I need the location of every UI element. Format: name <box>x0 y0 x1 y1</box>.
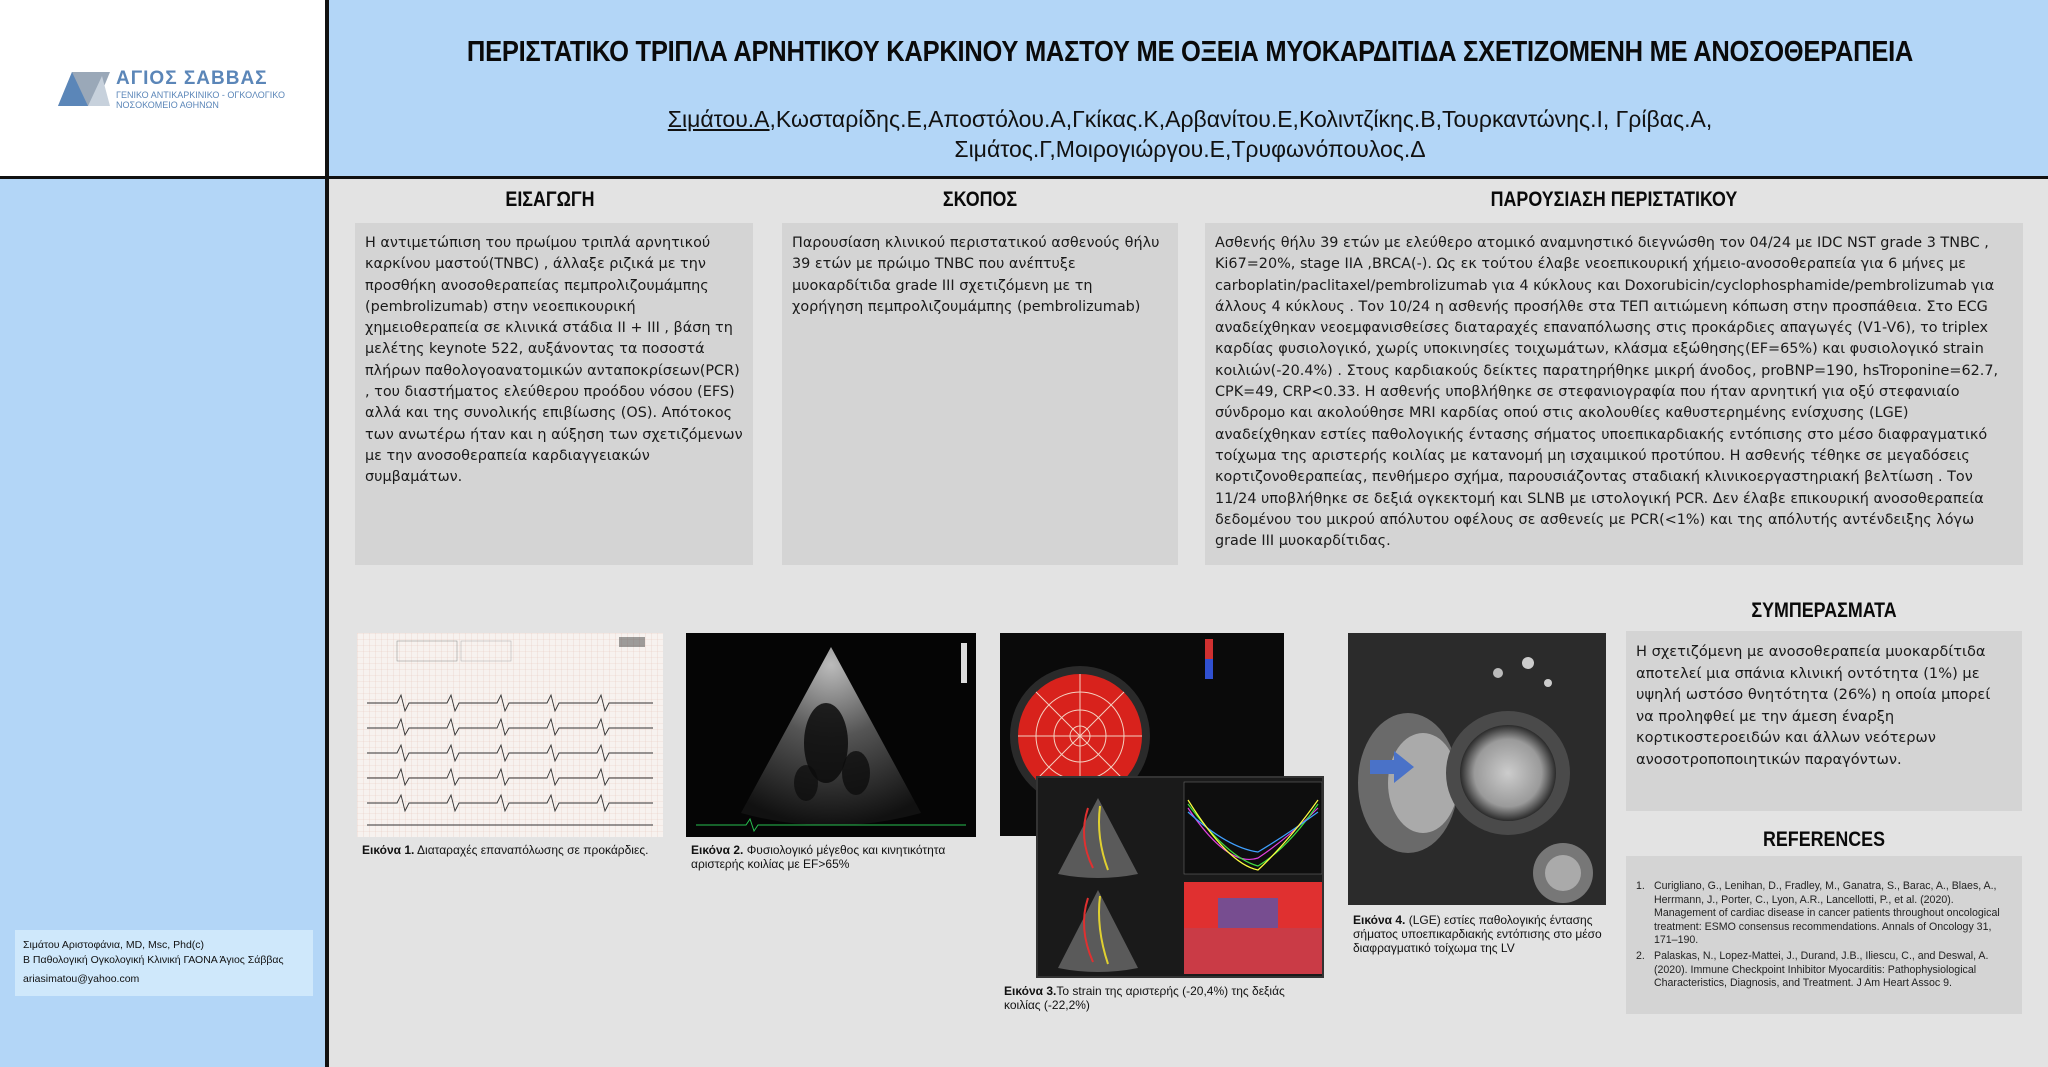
authors-line-2: Σιμάτος.Γ,Μοιρογιώργου.Ε,Τρυφωνόπουλος.Δ <box>954 136 1426 162</box>
logo-subtitle-2: ΝΟΣΟΚΟΜΕΙΟ ΑΘΗΝΩΝ <box>116 100 219 110</box>
figure-4-label: Εικόνα 4. <box>1353 913 1406 927</box>
references-heading: REFERENCES <box>1762 828 1886 851</box>
case-heading: ΠΑΡΟΥΣΙΑΣΗ ΠΕΡΙΣΤΑΤΙΚΟΥ <box>1490 188 1738 211</box>
figure-2-text: Φυσιολογικό μέγεθος και κινητικότητα αριστερής κοιλίας με EF>65% <box>691 843 946 871</box>
intro-heading: ΕΙΣΑΓΩΓΗ <box>505 188 595 211</box>
first-author: Σιμάτου.Α <box>667 106 770 132</box>
aim-text: Παρουσίαση κλινικού περιστατικού ασθενούς θήλυ 39 ετών με πρώιμο TNBC που ανέπτυξε μυοκαρδίτιδα grade III σχετιζόμενη με τη χορήγηση πεμπρολιζουμάμπης (pembrolizumab) <box>792 235 1160 315</box>
conclusions-text: Η σχετιζόμενη με ανοσοθεραπεία μυοκαρδίτιδα αποτελεί μια σπάνια κλινική οντότητα (1%) με υψηλή ωστόσο θνητότητα (26%) η οποία μπορεί να προληφθεί με την άμεση έναρξη κορτικοστεροειδών και άλλων νεότερων ανοσοτροποποιητικών παραγόντων. <box>1636 643 1991 768</box>
contact-name: Σιμάτου Αριστοφάνια, MD, Msc, Phd(c) <box>23 939 205 951</box>
contact-clinic: Β Παθολογική Ογκολογική Κλινική ΓΑΟΝΑ Άγιος Σάββας <box>23 954 284 966</box>
figure-1-caption <box>362 843 682 857</box>
figure-4-caption <box>1353 913 1613 955</box>
conclusions-box <box>1626 631 2022 811</box>
contact-box <box>15 930 313 996</box>
logo-mark-icon <box>58 72 110 106</box>
authors-rest: ,Κωσταρίδης.Ε,Αποστόλου.Α,Γκίκας.Κ,Αρβανίτου.Ε,Κολιντζίκης.Β,Τουρκαντώνης.Ι, Γρίβας.Α, <box>769 106 1713 132</box>
intro-text: Η αντιμετώπιση του πρωίμου τριπλά αρνητικού καρκίνου μαστού(TNBC) , άλλαξε ριζικά με την προσθήκη ανοσοθεραπείας πεμπρολιζουμάμπης (pembrolizumab) στην νεοεπικουρική χημειοθεραπεία σε κλινικά στάδια II + III , βάση τη μελέτης keynote 522, αυξάνοντας τα ποσοστά πλήρων παθολογοανατομικών ανταποκρίσεων(PCR) , του διαστήματος ελεύθερου προόδου νόσου (EFS) αλλά και της συνολικής επιβίωσης (OS). Απότοκος των ανωτέρω ήταν και η αύξηση των σχετιζόμενων με την ανοσοθεραπεία καρδιαγγειακών συμβαμάτων. <box>365 235 743 486</box>
logo-panel <box>0 0 325 176</box>
aim-box <box>782 223 1178 565</box>
reference-text: Curigliano, G., Lenihan, D., Fradley, M., Ganatra, S., Barac, A., Blaes, A., Herrmann, J., Porter, C., Lyon, A.R., Lancellotti, P., et al. (2020). Management of cardiac disease in cancer patients throughout oncological treatment: ESMO consensus recommendations. Annals of Oncology 31, 171–190. <box>1654 880 2000 947</box>
authors-line-1 <box>340 106 2040 133</box>
figure-1-text: Διαταραχές επαναπόλωσης σε προκάρδιες. <box>414 843 649 857</box>
figure-4-text: (LGE) εστίες παθολογικής έντασης σήματος υποεπικαρδιακής εντόπισης στο μέσο διαφραγματικό τοίχωμα της LV <box>1353 913 1602 955</box>
reference-number: 1. <box>1636 880 1645 892</box>
figure-2-caption <box>691 843 981 871</box>
contact-email[interactable]: ariasimatou@yahoo.com <box>23 973 140 985</box>
poster-title: ΠΕΡΙΣΤΑΤΙΚΟ ΤΡΙΠΛΑ ΑΡΝΗΤΙΚΟΥ ΚΑΡΚΙΝΟΥ ΜΑΣΤΟΥ ΜΕ ΟΞΕΙΑ ΜΥΟΚΑΡΔΙΤΙΔΑ ΣΧΕΤΙΖΟΜΕΝΗ ΜΕ ΑΝΟΣΟΘΕΡΑΠΕΙΑ <box>466 36 1914 68</box>
header-divider <box>0 176 2048 179</box>
intro-box <box>355 223 753 565</box>
logo-subtitle: ΓΕΝΙΚΟ ΑΝΤΙΚΑΡΚΙΝΙΚΟ - ΟΓΚΟΛΟΓΙΚΟ <box>116 90 285 100</box>
echo-image <box>686 633 976 837</box>
references-box <box>1626 856 2022 1014</box>
reference-item <box>1636 880 2012 948</box>
echo-sector-graphic <box>686 633 976 837</box>
case-box <box>1205 223 2023 565</box>
figure-3-label: Εικόνα 3. <box>1004 984 1057 998</box>
logo-name: ΑΓΙΟΣ ΣΑΒΒΑΣ <box>116 68 268 89</box>
reference-item <box>1636 950 2012 991</box>
conclusions-heading: ΣΥΜΠΕΡΑΣΜΑΤΑ <box>1751 599 1897 622</box>
arrow-right-icon <box>1370 751 1414 783</box>
mri-image <box>1348 633 1606 905</box>
sidebar-divider <box>325 0 329 1067</box>
aim-heading: ΣΚΟΠΟΣ <box>942 188 1018 211</box>
strain-curves-graphic <box>1038 778 1324 978</box>
ecg-trace-graphic <box>357 633 663 837</box>
figure-3-text: Το strain της αριστερής (-20,4%) της δεξιάς κοιλίας (-22,2%) <box>1004 984 1285 1012</box>
figure-2-label: Εικόνα 2. <box>691 843 744 857</box>
strain-curves-image <box>1036 776 1324 978</box>
reference-number: 2. <box>1636 949 1645 962</box>
figure-3-caption <box>1004 984 1304 1012</box>
hospital-logo <box>58 68 285 110</box>
reference-text: Palaskas, N., Lopez-Mattei, J., Durand, J.B., Iliescu, C., and Deswal, A. (2020). Immune Checkpoint Inhibitor Myocarditis: Pathophysiological Characteristics, Diagnosis, and Treatment. J Am Heart Assoc 9. <box>1654 949 1989 990</box>
figure-1-label: Εικόνα 1. <box>362 843 415 857</box>
case-text: Ασθενής θήλυ 39 ετών με ελεύθερο ατομικό αναμνηστικό διεγνώσθη τον 04/24 με IDC NST grade 3 TNBC , Ki67=20%, stage IIA ,BRCA(-). Ως εκ τούτου έλαβε νεοεπικουρική χήμειο-ανοσοθεραπεία για 6 μήνες με carboplatin/paclitaxel/pembrolizumab για 4 κύκλους και Doxorubicin/cyclophosphamide/pembrolizumab για άλλους 4 κύκλους . Τον 10/24 η ασθενής προσήλθε στα ΤΕΠ αιτιώμενη κόπωση στην προσπάθεια. Στο ECG αναδείχθηκαν νεοεμφανισθείσες διαταραχές επαναπόλωσης στις προκάρδιες απαγωγές (V1-V6), το triplex καρδίας φυσιολογικό, χωρίς υποκινησίες τοιχωμάτων, κλάσμα εξώθησης(EF=65%) και φυσιολογικό strain κοιλιών(-20.4%) . Στους καρδιακούς δείκτες παρατηρήθηκε μικρή άνοδος, proBNP=190, hsTroponine=62.7, CPK=49, CRP<0.33. Η ασθενής υποβλήθηκε σε στεφανιογραφία που ήταν αρνητική για οξύ στεφανιαίο σύνδρομο και ακολούθησε MRI καρδίας οπού στις ακολουθίες καθυστερημένης ενίσχυσης (LGE) αναδείχθηκαν εστίες παθολογικής έντασης σήματος υποεπικαρδιακής εντόπισης στο μέσο διαφραγματικό τοίχωμα της αριστερής κοιλίας με κατανομή μη ισχαιμικού προτύπου. Η ασθενής τέθηκε σε μεγαδόσεις κορτιζονοθεραπείας, πενθήμερο σχήμα, παρουσιάζοντας σταδιακή κλινικοεργαστηριακή βελτίωση . Τον 11/24 υποβλήθηκε σε δεξιά ογκεκτομή και SLNB με ιστολογική PCR. Δεν έλαβε επικουρική ανοσοθεραπεία δεδομένου του μικρού απόλυτου οφέλους σε ασθενείς με PCR(<1%) και της απόλυτής αντένδειξης λόγω grade III μυοκαρδίτιδας. <box>1215 235 1999 550</box>
ecg-image <box>357 633 663 837</box>
